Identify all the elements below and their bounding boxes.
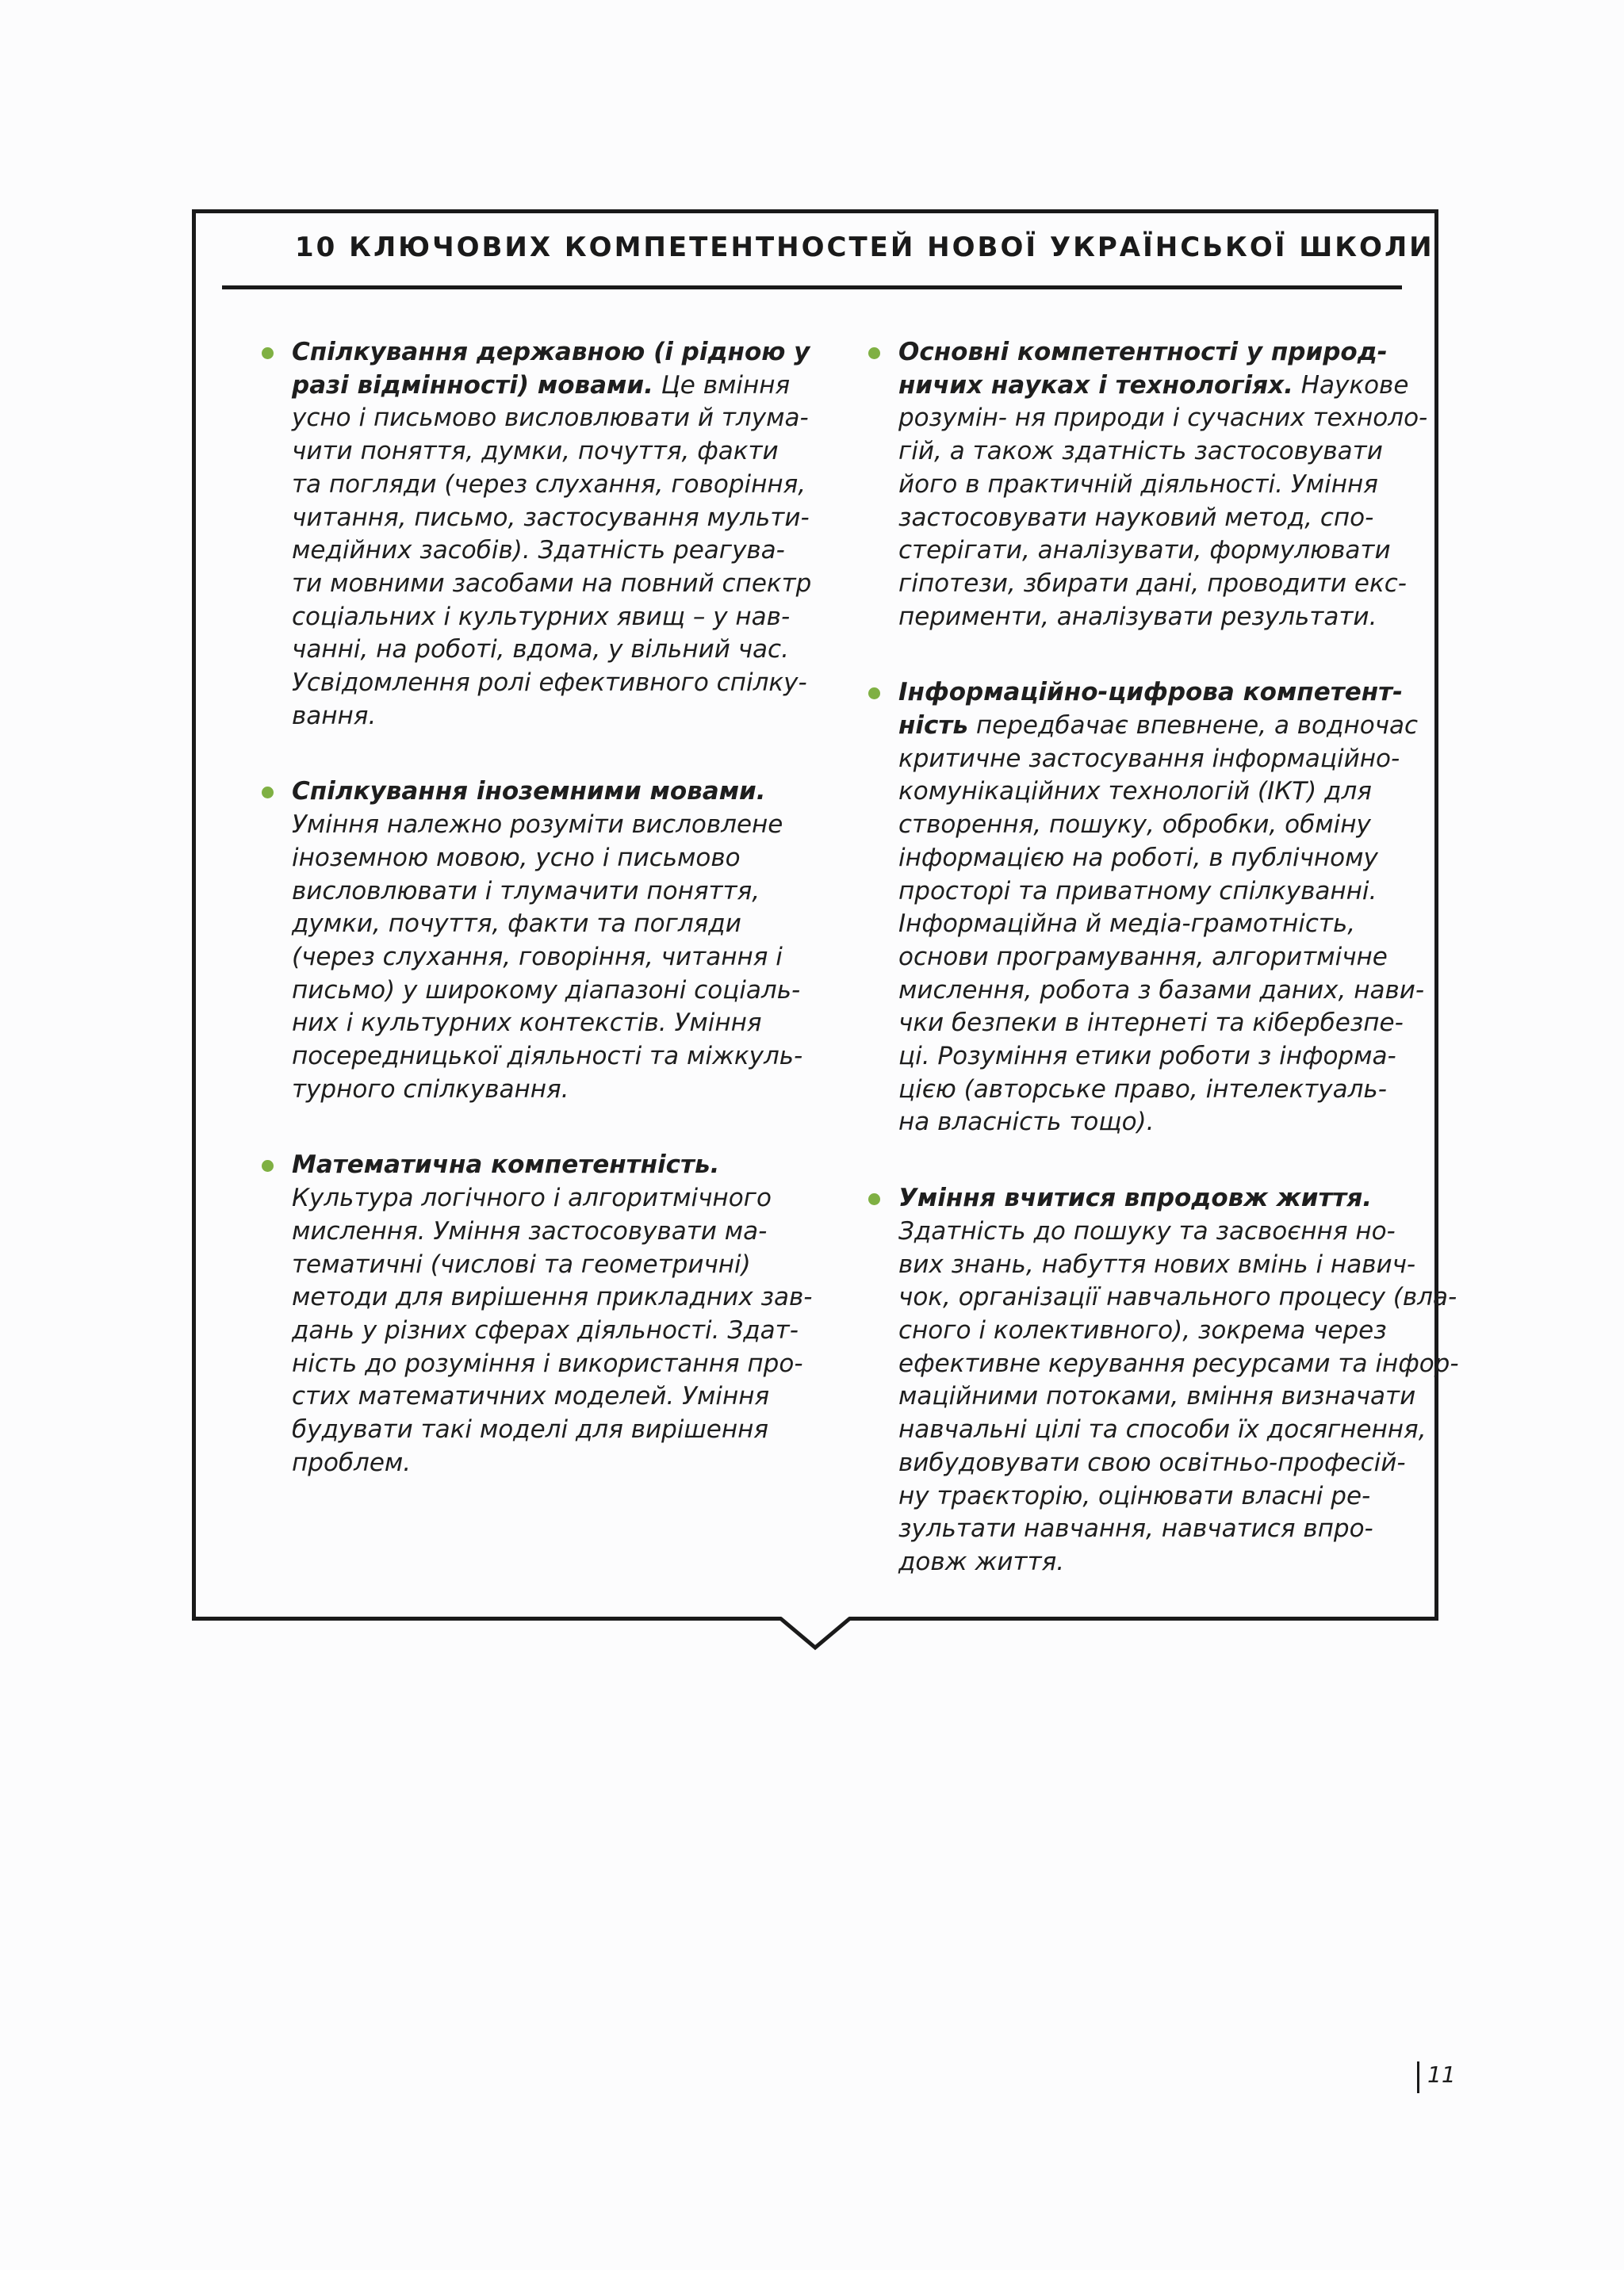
competency-text-line xyxy=(292,369,801,403)
competency-text-line xyxy=(898,1182,1423,1215)
competency-item xyxy=(868,336,1428,634)
competency-description: перименти, аналізувати результати. xyxy=(898,602,1377,631)
competency-text-line xyxy=(292,1447,801,1480)
competency-description: передбачає впевнене, а водночас xyxy=(968,711,1419,741)
competency-text-line xyxy=(292,1315,801,1348)
competency-description: основи програмування, алгоритмічне xyxy=(898,942,1388,971)
competency-text-line xyxy=(898,775,1423,809)
competency-description: стих математичних моделей. Уміння xyxy=(292,1382,770,1411)
competency-text-line xyxy=(898,941,1423,974)
competency-text-line xyxy=(292,941,801,974)
competency-description: ефективне керування ресурсами та інфор- xyxy=(898,1349,1459,1378)
competency-text-line xyxy=(292,1149,801,1182)
competency-heading: ність xyxy=(898,711,968,741)
competency-text-line xyxy=(898,1513,1423,1546)
competency-description: читання, письмо, застосування мульти- xyxy=(292,503,810,532)
competency-text-line xyxy=(292,667,807,700)
competency-description: просторі та приватному спілкуванні. xyxy=(898,876,1377,905)
competency-text-line xyxy=(898,534,1423,568)
competency-text-line xyxy=(292,435,801,469)
competency-description: розумін- ня природи і сучасних техноло- xyxy=(898,404,1428,433)
competency-text-line xyxy=(898,1249,1423,1282)
bullet-dot-icon xyxy=(868,687,880,699)
competency-description: них і культурних контекстів. Уміння xyxy=(292,1009,762,1038)
competency-text-line xyxy=(292,842,801,875)
bullet-dot-icon xyxy=(868,1193,880,1205)
competency-text-line xyxy=(898,1106,1423,1139)
competency-text-line xyxy=(898,1074,1423,1107)
competency-description: ну траєкторію, оцінювати власні ре- xyxy=(898,1481,1371,1510)
competency-text-line xyxy=(898,469,1423,502)
competency-description: Наукове xyxy=(1293,370,1409,400)
competency-description: ці. Розуміння етики роботи з інформа- xyxy=(898,1042,1396,1071)
competency-description: гіпотези, збирати дані, проводити екс- xyxy=(898,568,1407,598)
competency-text-line xyxy=(898,710,1423,743)
competency-text-line xyxy=(898,402,1428,435)
competency-description: письмо) у широкому діапазоні соціаль- xyxy=(292,975,801,1005)
competency-description: методи для вирішення прикладних зав- xyxy=(292,1283,813,1312)
competency-description: усно і письмово висловлювати й тлума- xyxy=(292,404,809,433)
competency-text-line xyxy=(292,1182,801,1215)
competency-text-line xyxy=(292,908,801,941)
competency-text-line xyxy=(292,1215,801,1249)
competency-heading: Основні компетентності у природ- xyxy=(898,338,1388,366)
title-underline xyxy=(222,285,1402,289)
competency-description: ти мовними засобами на повний спектр xyxy=(292,568,812,598)
competency-text-line xyxy=(898,502,1423,535)
competency-item xyxy=(868,1182,1459,1579)
right-column xyxy=(868,336,1459,1579)
competency-description: довж життя. xyxy=(898,1547,1065,1576)
competency-description: вання. xyxy=(292,701,377,730)
competency-description: Інформаційна й медіа-грамотність, xyxy=(898,909,1356,939)
competency-description: соціальних і культурних явищ – у нав- xyxy=(292,602,791,631)
competency-description: чки безпеки в інтернеті та кібербезпе- xyxy=(898,1009,1404,1038)
competency-text-line xyxy=(898,1315,1423,1348)
competency-text-line xyxy=(292,402,809,435)
competency-description: тематичні (числові та геометричні) xyxy=(292,1250,751,1279)
competency-text-line xyxy=(292,1348,801,1381)
competency-text-line xyxy=(292,1281,813,1315)
competency-item xyxy=(262,1149,813,1480)
competency-description: будувати такі моделі для вирішення xyxy=(292,1415,769,1445)
competency-text-line xyxy=(292,809,801,842)
competency-description: вибудовувати свою освітньо-професій- xyxy=(898,1448,1406,1477)
bullet-dot-icon xyxy=(262,1160,274,1172)
competency-text-line xyxy=(292,568,812,601)
competency-description: іноземною мовою, усно і письмово xyxy=(292,843,741,872)
competency-text-line xyxy=(898,743,1423,776)
competency-description: Це вміння xyxy=(653,370,791,400)
competency-text-line xyxy=(292,775,801,809)
page-title: 10 КЛЮЧОВИХ КОМПЕТЕНТНОСТЕЙ НОВОЇ УКРАЇНСЬКОЇ ШКОЛИ xyxy=(295,232,1434,263)
competency-text-line xyxy=(898,1546,1423,1579)
competency-text-line xyxy=(898,676,1423,710)
competency-text-line xyxy=(898,1380,1423,1414)
competency-text-line xyxy=(898,908,1423,941)
competency-description: Уміння належно розуміти висловлене xyxy=(292,810,783,840)
competency-description: чити поняття, думки, почуття, факти xyxy=(292,437,779,466)
competency-text-line xyxy=(292,1040,801,1074)
competency-text-line xyxy=(898,336,1423,369)
competency-text-line xyxy=(898,974,1423,1008)
competency-text-line xyxy=(898,1007,1423,1040)
competency-text-line xyxy=(292,875,801,909)
competency-description: висловлювати і тлумачити поняття, xyxy=(292,876,760,905)
competency-text-line xyxy=(292,469,806,502)
competency-description: турного спілкування. xyxy=(292,1074,569,1104)
competency-text-line xyxy=(898,1414,1427,1447)
competency-description: його в практичній діяльності. Уміння xyxy=(898,469,1378,499)
competency-description: критичне застосування інформаційно- xyxy=(898,744,1400,773)
competency-description: медійних засобів). Здатність реагува- xyxy=(292,536,785,565)
competency-description: навчальні цілі та способи їх досягнення, xyxy=(898,1415,1427,1445)
competency-description: гій, а також здатність застосовувати xyxy=(898,437,1383,466)
competency-description: комунікаційних технологій (ІКТ) для xyxy=(898,777,1372,806)
competency-text-line xyxy=(292,1007,801,1040)
competency-text-line xyxy=(292,336,810,369)
competency-description: посередницької діяльності та міжкуль- xyxy=(292,1042,803,1071)
competency-description: ність до розуміння і використання про- xyxy=(292,1349,803,1378)
competency-item xyxy=(262,336,812,733)
bullet-dot-icon xyxy=(262,787,274,798)
competency-heading: Спілкування іноземними мовами. xyxy=(292,777,766,806)
competency-item xyxy=(868,676,1423,1139)
competency-text-line xyxy=(292,534,801,568)
page-number-divider xyxy=(1417,2061,1419,2093)
competency-description: маційними потоками, вміння визначати xyxy=(898,1382,1416,1411)
competency-description: інформацією на роботі, в публічному xyxy=(898,843,1378,872)
competency-description: та погляди (через слухання, говоріння, xyxy=(292,469,806,499)
competency-description: на власність тощо). xyxy=(898,1108,1155,1137)
competency-description: мислення. Уміння застосовувати ма- xyxy=(292,1216,768,1246)
competency-description: чанні, на роботі, вдома, у вільний час. xyxy=(292,635,789,664)
bullet-dot-icon xyxy=(868,347,880,359)
competency-description: проблем. xyxy=(292,1448,412,1477)
competency-text-line xyxy=(898,875,1423,909)
competency-heading: Інформаційно-цифрова компетент- xyxy=(898,678,1403,707)
competency-heading: Спілкування державною (і рідною у xyxy=(292,338,810,366)
competency-description: Здатність до пошуку та засвоєння но- xyxy=(898,1216,1396,1246)
competency-text-line xyxy=(292,1074,801,1107)
competency-heading: Уміння вчитися впродовж життя. xyxy=(898,1184,1373,1213)
competency-description: застосовувати науковий метод, спо- xyxy=(898,503,1374,532)
competency-text-line xyxy=(898,1480,1423,1514)
competency-description: Усвідомлення ролі ефективного спілку- xyxy=(292,668,807,698)
competency-text-line xyxy=(292,634,801,667)
competency-description: зультати навчання, навчатися впро- xyxy=(898,1514,1373,1544)
competency-text-line xyxy=(898,1040,1423,1074)
competency-description: сного і колективного), зокрема через xyxy=(898,1315,1387,1345)
competency-heading: ничих науках і технологіях. xyxy=(898,370,1293,400)
competency-heading: Математична компетентність. xyxy=(292,1150,720,1180)
competency-text-line xyxy=(898,601,1423,634)
competency-text-line xyxy=(898,435,1423,469)
competency-text-line xyxy=(898,369,1423,403)
competency-description: цією (авторське право, інтелектуаль- xyxy=(898,1074,1387,1104)
competency-description: Культура логічного і алгоритмічного xyxy=(292,1184,772,1213)
left-column xyxy=(262,336,813,1480)
page-number: 11 xyxy=(1427,2061,1456,2088)
competency-text-line xyxy=(292,601,801,634)
competency-heading: разі відмінності) мовами. xyxy=(292,370,653,400)
competency-item xyxy=(262,775,801,1106)
competency-text-line xyxy=(898,1215,1423,1249)
bullet-dot-icon xyxy=(262,347,274,359)
competency-text-line xyxy=(898,1447,1423,1480)
competency-text-line xyxy=(292,1249,801,1282)
competency-text-line xyxy=(292,700,801,733)
competency-text-line xyxy=(898,809,1423,842)
competency-text-line xyxy=(292,974,801,1008)
competency-description: (через слухання, говоріння, читання і xyxy=(292,942,783,971)
competency-description: думки, почуття, факти та погляди xyxy=(292,909,741,939)
competency-text-line xyxy=(898,842,1423,875)
competency-text-line xyxy=(898,568,1423,601)
competency-description: чок, організації навчального процесу (вла- xyxy=(898,1283,1457,1312)
competency-description: створення, пошуку, обробки, обміну xyxy=(898,810,1371,840)
competency-text-line xyxy=(292,1380,801,1414)
competency-description: вих знань, набуття нових вмінь і навич- xyxy=(898,1250,1416,1279)
competency-description: дань у різних сферах діяльності. Здат- xyxy=(292,1315,799,1345)
competency-text-line xyxy=(292,502,810,535)
competency-text-line xyxy=(898,1281,1457,1315)
competency-description: стерігати, аналізувати, формулювати xyxy=(898,536,1391,565)
competency-text-line xyxy=(292,1414,801,1447)
competency-text-line xyxy=(898,1348,1459,1381)
competency-description: мислення, робота з базами даних, нави- xyxy=(898,975,1425,1005)
